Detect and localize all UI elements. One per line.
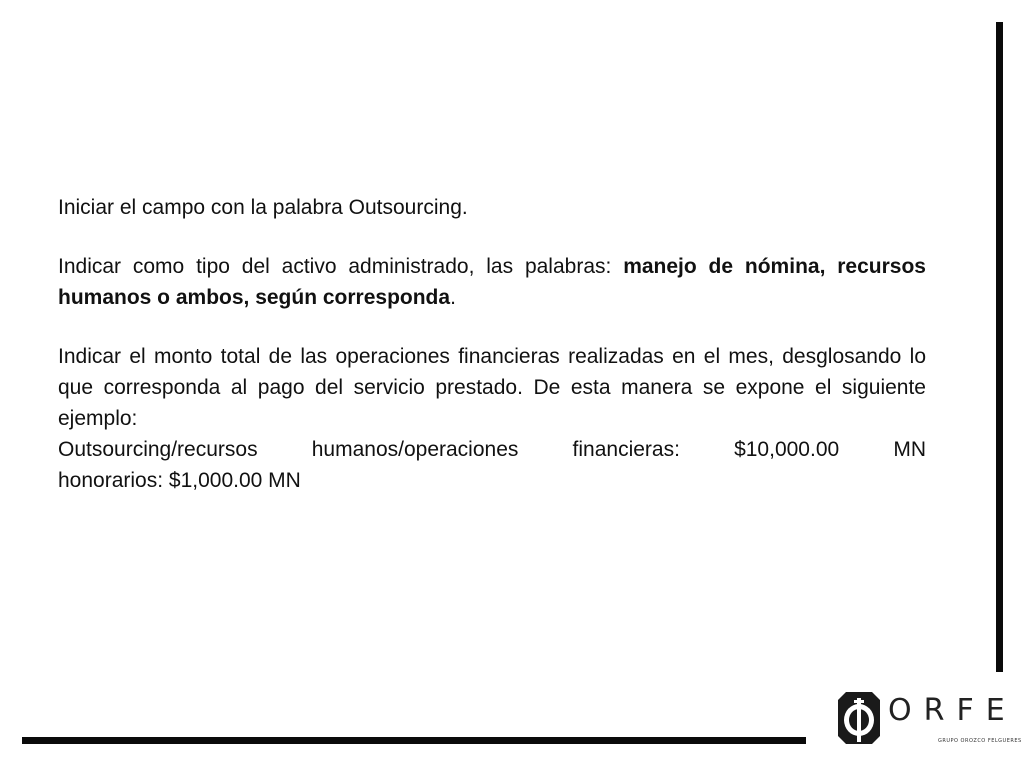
logo-wordmark: ORFE: [888, 693, 1017, 728]
orfe-emblem-icon: [836, 690, 882, 746]
paragraph-asset-type: [58, 251, 926, 313]
paragraph-total-amount: Indicar el monto total de las operaciones financieras realizadas en el mes, desglosando lo que corresponda al pago del servicio prestado. De esta manera se expone el siguiente ejemplo:: [58, 345, 926, 430]
paragraph-start-field: Iniciar el campo con la palabra Outsourcing.: [58, 196, 468, 219]
vertical-border-bar: [996, 22, 1003, 672]
horizontal-border-bar: [22, 737, 806, 744]
logo-tagline: GRUPO OROZCO FELGUERES: [938, 738, 1022, 744]
paragraph-gap: [58, 223, 926, 251]
slide-body: [58, 192, 926, 496]
asset-type-lead: Indicar como tipo del activo administrado, las palabras:: [58, 255, 624, 278]
asset-type-options: manejo de nómina, recursos humanos o ambos, según corresponda: [58, 255, 926, 309]
asset-type-tail: .: [450, 286, 456, 309]
example-line-2: honorarios: $1,000.00 MN: [58, 469, 301, 492]
example-line-1: Outsourcing/recursos humanos/operaciones financieras: $10,000.00 MN: [58, 438, 926, 461]
paragraph-gap: [58, 313, 926, 341]
orfe-logo: [836, 690, 1022, 748]
